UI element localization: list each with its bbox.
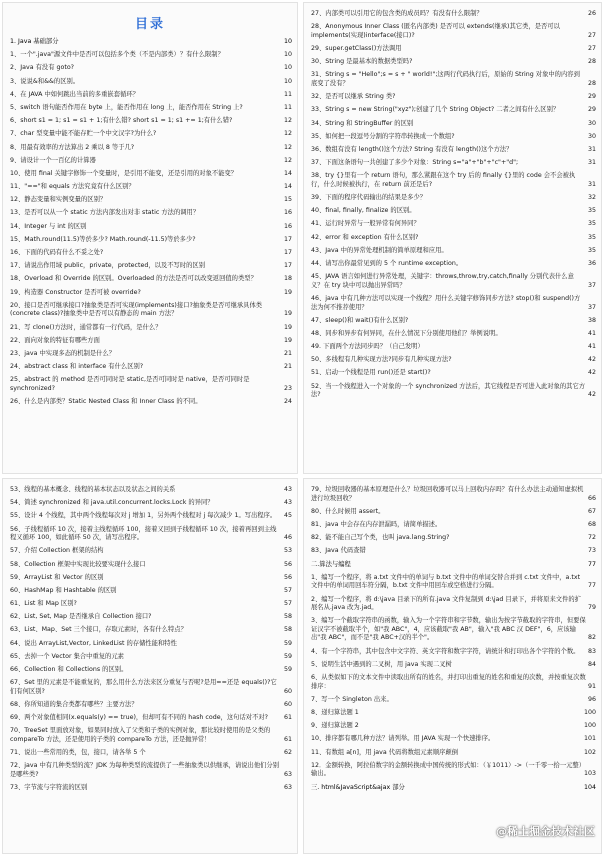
- toc-entry-page-number: 43: [283, 499, 292, 507]
- toc-entry-page-number: 11: [283, 90, 292, 98]
- toc-entry[interactable]: [10, 104, 292, 113]
- toc-entry-page-number: 37: [587, 281, 596, 289]
- toc-entry-title: 2、Java 有没有 goto?: [10, 64, 75, 72]
- toc-entry[interactable]: [311, 674, 596, 691]
- toc-entry-title: 39、下面的程序代码输出的结果是多少？: [311, 194, 427, 202]
- toc-entry-title: 50、多线程有几种实现方法?同步有几种实现方法?: [311, 356, 452, 364]
- toc-entry[interactable]: [10, 486, 292, 495]
- toc-list: [3, 38, 297, 407]
- toc-entry[interactable]: [10, 157, 292, 166]
- toc-entry[interactable]: [10, 714, 292, 723]
- toc-entry[interactable]: [10, 561, 292, 570]
- toc-entry-page-number: 96: [587, 695, 596, 703]
- toc-entry-title: 41、运行时异常与一般异常有何异同？: [311, 220, 420, 228]
- toc-entry[interactable]: [311, 106, 596, 115]
- toc-section-heading[interactable]: [311, 561, 596, 570]
- toc-entry[interactable]: [10, 376, 292, 393]
- toc-entry-page-number: 42: [587, 391, 596, 399]
- toc-entry-title: 65、去掉一个 Vector 集合中重复的元素: [10, 652, 124, 660]
- toc-entry-title: 17、请说出作用域 public，private，protected，以及不写时的区别: [10, 262, 206, 270]
- toc-entry-title: 68、你所知道的集合类都有哪些？主要方法？: [10, 701, 138, 708]
- toc-entry-page-number: 102: [583, 748, 596, 756]
- toc-entry[interactable]: [10, 784, 292, 793]
- toc-page-3: [2, 478, 298, 854]
- toc-entry-title: 18、Overload 和 Override 的区别。Overloaded 的方法是否可以改变返回值的类型？: [10, 275, 257, 283]
- toc-entry-page-number: 91: [587, 682, 596, 690]
- toc-entry-title: 82、能不能自己写个类，也叫 java.lang.String?: [311, 534, 450, 542]
- toc-entry-title: 47、sleep()和 wait()有什么区别?: [311, 316, 409, 324]
- toc-entry-page-number: 41: [587, 329, 596, 337]
- toc-entry[interactable]: [311, 508, 596, 517]
- toc-entry-title: 66、Collection 和 Collections 的区别。: [10, 666, 128, 674]
- toc-entry-page-number: 53: [283, 547, 292, 555]
- toc-entry-title: 64、说出 ArrayList,Vector, LinkedList 的存储性能和特性: [10, 639, 177, 647]
- toc-entry-page-number: 42: [587, 356, 596, 364]
- toc-entry-title: 2、编写一个程序，将 d:\java 目录下的所有.java 文件复制到 d:\jad 目录下，并将原来文件的扩展名从.java 改为.jad。: [311, 595, 581, 612]
- toc-entry[interactable]: [311, 722, 596, 731]
- toc-entry-page-number: 36: [587, 259, 596, 267]
- toc-entry-title: 44、请写出你最常见到的 5 个 runtime exception。: [311, 259, 463, 267]
- toc-entry-page-number: 19: [283, 323, 292, 331]
- toc-entry-title: 40、final, finally, finalize 的区别。: [311, 207, 416, 215]
- toc-entry-title: 69、两个对象值相同(x.equals(y) == true)，但却可有不同的 hash code，这句话对不对?: [10, 714, 269, 722]
- toc-entry-page-number: 23: [283, 384, 292, 392]
- toc-entry[interactable]: [10, 262, 292, 271]
- toc-entry-page-number: 17: [283, 249, 292, 256]
- toc-entry-title: 38、try {}里有一个 return 语句，那么紧跟在这个 try 后的 finally {}里的 code 会不会被执行，什么时候被执行，在 return 前还是后?: [311, 172, 576, 188]
- toc-entry-page-number: 60: [283, 687, 292, 695]
- toc-entry[interactable]: [10, 170, 292, 179]
- toc-entry[interactable]: [10, 640, 292, 649]
- toc-entry-title: 43、Java 中的异常处理机制的简单原理和应用。: [311, 246, 448, 254]
- toc-entry-title: 12．金额转换，阿拉伯数字的金额转换成中国传统的形式如：（￥1011）->（一千零一拾一元整）输出。: [311, 761, 582, 778]
- toc-page-1: [2, 2, 298, 474]
- toc-list: [304, 479, 601, 792]
- toc-entry-title: 56、子线程循环 10 次，接着主线程循环 100，接着又回到子线程循环 10 次，接着再回到主线程又循环 100，如此循环 50 次，请写出程序。: [10, 525, 277, 542]
- toc-entry-page-number: 30: [587, 132, 596, 140]
- toc-entry[interactable]: [311, 172, 596, 189]
- toc-entry-page-number: 41: [587, 343, 596, 351]
- toc-entry-page-number: 14: [283, 183, 292, 191]
- toc-entry-title: 7、写一个 Singleton 出来。: [311, 695, 393, 703]
- toc-entry-title: 28、Anonymous Inner Class (匿名内部类) 是否可以 extends(继承)其它类，是否可以 implements(实现)interface(接口)?: [311, 23, 560, 39]
- toc-entry-page-number: 35: [587, 220, 596, 228]
- toc-entry-page-number: 100: [583, 709, 596, 716]
- toc-entry[interactable]: [10, 749, 292, 758]
- toc-entry-title: 35、如何把一段逗号分割的字符串转换成一个数组?: [311, 132, 455, 140]
- toc-entry[interactable]: [311, 23, 596, 40]
- toc-entry-page-number: 58: [283, 613, 292, 621]
- toc-entry-page-number: 12: [283, 156, 292, 164]
- toc-entry-page-number: 10: [283, 38, 292, 45]
- toc-entry[interactable]: [10, 64, 292, 73]
- toc-entry-title: 27、内部类可以引用它的包含类的成员吗？有没有什么限制？: [311, 10, 483, 17]
- toc-entry-page-number: 63: [283, 770, 292, 778]
- toc-entry[interactable]: [10, 337, 292, 346]
- toc-entry-title: 73、字节流与字符流的区别: [10, 784, 88, 792]
- toc-entry[interactable]: [10, 526, 292, 543]
- toc-entry[interactable]: [311, 120, 596, 129]
- toc-entry-page-number: 29: [587, 106, 596, 114]
- toc-entry[interactable]: [10, 130, 292, 139]
- toc-entry-title: 54、简述 synchronized 和 java.util.concurrent.locks.Lock 的异同？: [10, 499, 214, 507]
- toc-entry-title: 72、java 中有几种类型的流？JDK 为每种类型的流提供了一些抽象类以供继承，请说出他们分别是哪些类?: [10, 762, 280, 778]
- toc-entry-title: 12、静态变量和实例变量的区别？: [10, 196, 107, 204]
- toc-entry[interactable]: [10, 653, 292, 662]
- toc-entry[interactable]: [311, 749, 596, 758]
- toc-entry-page-number: 42: [587, 369, 596, 377]
- toc-entry-title: 5、说明生活中遇到的二叉树，用 java 实现二叉树: [311, 660, 452, 668]
- toc-entry-title: 4、在 JAVA 中如何跳出当前的多重嵌套循环？: [10, 90, 139, 98]
- toc-entry-page-number: 103: [583, 770, 596, 778]
- toc-entry-title: 51、启动一个线程是用 run()还是 start()?: [311, 369, 431, 377]
- toc-entry-title: 32、是否可以继承 String 类?: [311, 93, 396, 101]
- toc-entry[interactable]: [10, 762, 292, 779]
- toc-entry-title: 1. Java 基础部分: [10, 38, 59, 45]
- toc-entry[interactable]: [311, 648, 596, 657]
- toc-entry-page-number: 35: [587, 207, 596, 215]
- toc-entry-page-number: 18: [283, 275, 292, 283]
- toc-entry-page-number: 17: [283, 262, 292, 270]
- toc-entry[interactable]: [10, 144, 292, 153]
- toc-entry-page-number: 56: [283, 560, 292, 568]
- toc-entry-page-number: 31: [587, 180, 596, 188]
- toc-entry[interactable]: [311, 661, 596, 670]
- toc-entry[interactable]: [311, 574, 596, 591]
- toc-entry-page-number: 19: [283, 288, 292, 296]
- toc-entry-page-number: 12: [283, 117, 292, 125]
- toc-entry-page-number: 38: [587, 316, 596, 324]
- toc-entry-page-number: 14: [283, 169, 292, 177]
- toc-entry-title: 9、请设计一个一百亿的计算器: [10, 156, 96, 164]
- toc-entry-title: 15、Math.round(11.5)等於多少? Math.round(-11.5)等於多少?: [10, 235, 196, 243]
- toc-entry-title: 79、垃圾回收器的基本原理是什么？垃圾回收器可以马上回收内存吗？有什么办法主动通知虚拟机进行垃圾回收？: [311, 486, 584, 502]
- toc-entry[interactable]: [10, 117, 292, 126]
- toc-entry-page-number: 56: [283, 573, 292, 581]
- toc-entry-page-number: 28: [587, 79, 596, 87]
- toc-entry-title: 10、使用 final 关键字修饰一个变量时，是引用不能变，还是引用的对象不能变？: [10, 169, 238, 177]
- toc-entry-page-number: 72: [587, 534, 596, 542]
- toc-entry-page-number: 32: [587, 194, 596, 202]
- toc-entry[interactable]: [10, 324, 292, 333]
- toc-entry[interactable]: [311, 709, 596, 718]
- toc-entry-title: 11、"=="和 equals 方法究竟有什么区别？: [10, 183, 135, 191]
- toc-entry-title: 55、设计 4 个线程，其中两个线程每次对 j 增加 1，另外两个线程对 j 每次减少 1。写出程序。: [10, 512, 277, 520]
- toc-entry-page-number: 79: [587, 604, 596, 612]
- toc-entry-page-number: 63: [283, 784, 292, 792]
- toc-entry-title: 34、String 和 StringBuffer 的区别: [311, 119, 414, 127]
- toc-entry[interactable]: [10, 727, 292, 744]
- toc-entry-title: 6、从类似如下的文本文件中读取出所有的姓名，并打印出重复的姓名和重复的次数，并按重复次数排序：: [311, 674, 586, 690]
- toc-list: [3, 479, 297, 793]
- toc-entry-title: 48、同步和异步有何异同，在什么情况下分别使用他们？举例说明。: [311, 329, 502, 337]
- toc-entry-page-number: 61: [283, 735, 292, 743]
- toc-entry-page-number: 15: [283, 196, 292, 204]
- watermark: @稀土掘金技术社区: [496, 825, 595, 838]
- toc-entry[interactable]: [311, 10, 596, 19]
- toc-entry[interactable]: [10, 499, 292, 508]
- toc-entry-page-number: 77: [587, 560, 596, 568]
- toc-entry[interactable]: [311, 71, 596, 88]
- toc-entry-title: 81、java 中会存在内存泄漏吗，请简单描述。: [311, 520, 442, 528]
- toc-entry-title: 3、说说&和&&的区别。: [10, 77, 80, 85]
- toc-entry-page-number: 28: [587, 58, 596, 66]
- toc-entry[interactable]: [10, 196, 292, 205]
- toc-entry-page-number: 59: [283, 639, 292, 647]
- toc-entry[interactable]: [311, 234, 596, 243]
- toc-entry-title: 7、char 型变量中能不能存贮一个中文汉字?为什么?: [10, 130, 157, 138]
- toc-entry-page-number: 84: [587, 660, 596, 668]
- toc-entry[interactable]: [10, 209, 292, 218]
- toc-entry[interactable]: [10, 350, 292, 359]
- toc-entry-title: 46、java 中有几种方法可以实现一个线程？用什么关键字修饰同步方法? stop()和 suspend()方法为何不推荐使用？: [311, 294, 581, 311]
- toc-entry-title: 30、String 是最基本的数据类型吗?: [311, 58, 413, 66]
- toc-entry-title: 63、List、Map、Set 三个接口，存取元素时，各有什么特点？: [10, 626, 187, 634]
- toc-entry[interactable]: [311, 369, 596, 378]
- toc-entry-title: 36、数组有没有 length()这个方法? String 有没有 length()这个方法？: [311, 145, 513, 153]
- toc-entry-title: 62、List, Set, Map 是否继承自 Collection 接口?: [10, 613, 152, 621]
- toc-entry-page-number: 17: [283, 235, 292, 243]
- toc-entry-page-number: 66: [587, 494, 596, 502]
- toc-entry-page-number: 21: [283, 363, 292, 371]
- toc-entry-page-number: 67: [587, 507, 596, 515]
- toc-entry[interactable]: [311, 762, 596, 779]
- toc-entry-title: 4、有一个字符串，其中包含中文字符、英文字符和数字字符，请统计和打印出各个字符的个数。: [311, 647, 580, 655]
- toc-entry[interactable]: [311, 295, 596, 312]
- toc-entry-title: 6、short s1 = 1; s1 = s1 + 1;有什么错? short s1 = 1; s1 += 1;有什么错?: [10, 117, 233, 125]
- toc-entry-title: 57、介绍 Collection 框架的结构: [10, 547, 104, 555]
- toc-entry[interactable]: [311, 547, 596, 556]
- toc-entry[interactable]: [10, 626, 292, 635]
- toc-entry[interactable]: [10, 363, 292, 372]
- toc-entry-title: 59、ArrayList 和 Vector 的区别: [10, 573, 104, 581]
- toc-entry[interactable]: [311, 260, 596, 269]
- toc-entry-title: 22、面向对象的特征有哪些方面: [10, 336, 100, 344]
- toc-entry[interactable]: [10, 398, 292, 407]
- toc-entry-page-number: 10: [283, 51, 292, 59]
- toc-entry-title: 8、递归算法题 1: [311, 709, 359, 716]
- toc-entry[interactable]: [10, 600, 292, 609]
- toc-entry-title: 60、HashMap 和 Hashtable 的区别: [10, 586, 117, 594]
- toc-entry[interactable]: [10, 275, 292, 284]
- toc-entry-title: 37、下面这条语句一共创建了多少个对象：String s="a"+"b"+"c"+"d";: [311, 159, 519, 167]
- toc-entry-page-number: 57: [283, 600, 292, 608]
- toc-entry-page-number: 16: [283, 222, 292, 230]
- toc-entry-title: 8、用最有效率的方法算出 2 乘以 8 等于几?: [10, 143, 135, 151]
- toc-entry-page-number: 12: [283, 130, 292, 138]
- toc-entry[interactable]: [311, 521, 596, 530]
- toc-entry[interactable]: [311, 247, 596, 256]
- toc-entry-title: 26、什么是内部类？Static Nested Class 和 Inner Class 的不同。: [10, 398, 202, 406]
- toc-entry-title: 三. html&JavaScript&ajax 部分: [311, 783, 405, 791]
- toc-entry[interactable]: [10, 613, 292, 622]
- toc-entry-title: 45、JAVA 语言如何进行异常处理，关键字：throws,throw,try,catch,finally 分别代表什么意义？在 try 块中可以抛出异常吗？: [311, 273, 574, 289]
- toc-entry-title: 52、当一个线程进入一个对象的一个 synchronized 方法后，其它线程是否可进入此对象的其它方法?: [311, 382, 586, 399]
- toc-entry-title: 53、线程的基本概念、线程的基本状态以及状态之间的关系: [10, 486, 176, 493]
- toc-entry-page-number: 45: [283, 512, 292, 520]
- toc-entry[interactable]: [10, 679, 292, 696]
- toc-entry[interactable]: [311, 356, 596, 365]
- toc-entry-page-number: 35: [587, 246, 596, 254]
- toc-entry-page-number: 61: [283, 714, 292, 722]
- toc-entry-page-number: 101: [583, 735, 596, 743]
- toc-entry-page-number: 27: [587, 31, 596, 39]
- toc-entry-title: 11、有数组 a[n]，用 java 代码将数组元素顺序颠倒: [311, 748, 459, 756]
- toc-entry-page-number: 62: [283, 749, 292, 757]
- toc-entry[interactable]: [10, 512, 292, 521]
- toc-entry-page-number: 68: [587, 520, 596, 528]
- toc-entry[interactable]: [10, 91, 292, 100]
- toc-entry-title: 二.算法与编程: [311, 560, 351, 568]
- toc-entry-title: 58、Collection 框架中实现比较要实现什么接口: [10, 560, 146, 568]
- toc-entry[interactable]: [311, 58, 596, 67]
- toc-entry[interactable]: [311, 220, 596, 229]
- toc-entry[interactable]: [311, 343, 596, 352]
- toc-entry-title: 33、String s = new String("xyz");创建了几个 String Object? 二者之间有什么区别？: [311, 106, 560, 114]
- toc-entry-title: 3、编写一个截取字符串的函数，输入为一个字符串和字节数，输出为按字节截取的字符串，但要保证汉字不被截取半个，如"我 ABC"，4，应该截取"我 AB"，输入"我 ABC 汉 DEF"，6，应该输出"我 ABC"，而不是"我 ABC+汉的半个"。: [311, 617, 586, 642]
- toc-entry[interactable]: [10, 547, 292, 556]
- toc-entry[interactable]: [311, 383, 596, 400]
- toc-entry-title: 20、接口是否可继承接口?抽象类是否可实现(implements)接口?抽象类是否可继承具体类(concrete class)?抽象类中是否可以有静态的 main 方法？: [10, 301, 263, 318]
- toc-entry-page-number: 31: [587, 159, 596, 167]
- toc-entry-page-number: 46: [283, 534, 292, 542]
- toc-entry[interactable]: [311, 317, 596, 326]
- toc-entry-title: 70、TreeSet 里面放对象，如果同时放入了父类和子类的实例对象，那比较时使用的是父类的 compareTo 方法，还是使用的子类的 compareTo 方法，还是抛异常！: [10, 727, 271, 743]
- toc-entry-title: 19、构造器 Constructor 是否可被 override?: [10, 288, 141, 296]
- toc-entry-page-number: 60: [283, 701, 292, 708]
- toc-entry[interactable]: [10, 587, 292, 596]
- toc-entry[interactable]: [10, 183, 292, 192]
- toc-entry-title: 42、error 和 exception 有什么区别?: [311, 233, 419, 241]
- toc-entry-title: 9、递归算法题 2: [311, 722, 359, 730]
- toc-entry[interactable]: [10, 78, 292, 87]
- toc-page-2: [303, 2, 602, 474]
- toc-entry[interactable]: [10, 574, 292, 583]
- toc-entry-title: 14、Integer 与 int 的区别: [10, 222, 87, 230]
- toc-entry-page-number: 27: [587, 44, 596, 52]
- toc-entry[interactable]: [10, 236, 292, 245]
- toc-entry-page-number: 19: [283, 310, 292, 318]
- toc-entry-page-number: 77: [587, 582, 596, 590]
- toc-entry-title: 13、是否可以从一个 static 方法内部发出对非 static 方法的调用？: [10, 209, 200, 217]
- toc-entry[interactable]: [311, 330, 596, 339]
- toc-section-heading[interactable]: [311, 784, 596, 793]
- toc-entry-page-number: 12: [283, 143, 292, 151]
- toc-entry[interactable]: [311, 146, 596, 155]
- toc-entry[interactable]: [311, 133, 596, 142]
- toc-entry-title: 31、String s = "Hello";s = s + " world!";这两行代码执行后，原始的 String 对象中的内容到底变了没有？: [311, 71, 580, 87]
- toc-entry-title: 71、说出一些常用的类，包，接口，请各举 5 个: [10, 749, 146, 757]
- toc-entry-page-number: 100: [583, 722, 596, 730]
- toc-entry-title: 24、abstract class 和 interface 有什么区别?: [10, 363, 144, 371]
- toc-entry-title: 10、排序都有哪几种方法？请列举。用 JAVA 实现一个快速排序。: [311, 735, 495, 743]
- toc-entry[interactable]: [10, 302, 292, 319]
- toc-entry-title: 61、List 和 Map 区别?: [10, 600, 77, 608]
- toc-entry[interactable]: [311, 486, 596, 503]
- toc-entry-page-number: 59: [283, 666, 292, 674]
- toc-entry-page-number: 83: [587, 647, 596, 655]
- toc-entry-title: 83、Java 代码查错: [311, 547, 366, 555]
- toc-entry[interactable]: [10, 223, 292, 232]
- toc-entry-title: 1、一个".java"源文件中是否可以包括多个类（不是内部类）？有什么限制？: [10, 51, 224, 59]
- toc-entry-page-number: 29: [587, 93, 596, 101]
- toc-entry-title: 5、switch 语句能否作用在 byte 上，能否作用在 long 上，能否作用在 String 上?: [10, 103, 243, 111]
- toc-entry[interactable]: [311, 45, 596, 54]
- toc-entry[interactable]: [10, 666, 292, 675]
- toc-list: [304, 3, 601, 400]
- toc-entry[interactable]: [311, 273, 596, 290]
- toc-entry-title: 29、super.getClass()方法调用: [311, 44, 402, 52]
- toc-entry-page-number: 57: [283, 586, 292, 594]
- toc-entry-page-number: 19: [283, 336, 292, 344]
- toc-entry-page-number: 30: [587, 119, 596, 127]
- toc-entry-page-number: 31: [587, 145, 596, 153]
- toc-entry-page-number: 10: [283, 64, 292, 72]
- toc-entry[interactable]: [311, 159, 596, 168]
- toc-entry-title: 67、Set 里的元素是不能重复的，那么用什么方法来区分重复与否呢?是用==还是 equals()?它们有何区别?: [10, 679, 277, 695]
- toc-entry[interactable]: [10, 249, 292, 258]
- toc-section-heading[interactable]: [10, 38, 292, 47]
- toc-entry-page-number: 21: [283, 349, 292, 357]
- toc-entry[interactable]: [311, 596, 596, 613]
- toc-entry-title: 80、什么时候用 assert。: [311, 507, 385, 515]
- toc-entry[interactable]: [311, 207, 596, 216]
- toc-entry-page-number: 11: [283, 103, 292, 111]
- page-title: 目录: [134, 17, 165, 32]
- toc-entry[interactable]: [311, 534, 596, 543]
- toc-entry[interactable]: [10, 701, 292, 710]
- toc-entry[interactable]: [311, 194, 596, 203]
- toc-entry-page-number: 10: [283, 77, 292, 85]
- toc-entry[interactable]: [10, 51, 292, 60]
- toc-page-4: [303, 478, 602, 854]
- toc-entry-title: 25、abstract 的 method 是否可同时是 static,是否可同时是 native，是否可同时是 synchronized?: [10, 376, 250, 392]
- toc-entry-title: 1、编写一个程序，将 a.txt 文件中的单词与 b.txt 文件中的单词交替合并到 c.txt 文件中，a.txt 文件中的单词用回车符分隔，b.txt 文件中用回车或空格进行分隔。: [311, 573, 581, 590]
- toc-entry-title: 49. 下面两个方法同步吗？（自己发明）: [311, 343, 424, 351]
- toc-entry-title: 21、写 clone()方法时，通常都有一行代码，是什么？: [10, 323, 162, 331]
- toc-entry[interactable]: [311, 617, 596, 643]
- toc-entry-title: 23、java 中实现多态的机制是什么？: [10, 349, 116, 357]
- toc-entry[interactable]: [311, 93, 596, 102]
- toc-entry-page-number: 35: [587, 233, 596, 241]
- toc-entry-page-number: 24: [283, 398, 292, 406]
- toc-entry-title: 16、下面的代码有什么不妥之处?: [10, 249, 104, 256]
- toc-entry-page-number: 26: [587, 10, 596, 17]
- toc-entry-page-number: 58: [283, 626, 292, 634]
- toc-entry-page-number: 59: [283, 652, 292, 660]
- toc-entry-page-number: 73: [587, 547, 596, 555]
- toc-entry[interactable]: [10, 289, 292, 298]
- toc-entry[interactable]: [311, 735, 596, 744]
- toc-entry-page-number: 43: [283, 486, 292, 493]
- toc-entry-page-number: 82: [587, 634, 596, 642]
- toc-entry-page-number: 16: [283, 209, 292, 217]
- toc-entry-page-number: 104: [583, 783, 596, 791]
- toc-entry-page-number: 37: [587, 303, 596, 311]
- toc-entry[interactable]: [311, 696, 596, 705]
